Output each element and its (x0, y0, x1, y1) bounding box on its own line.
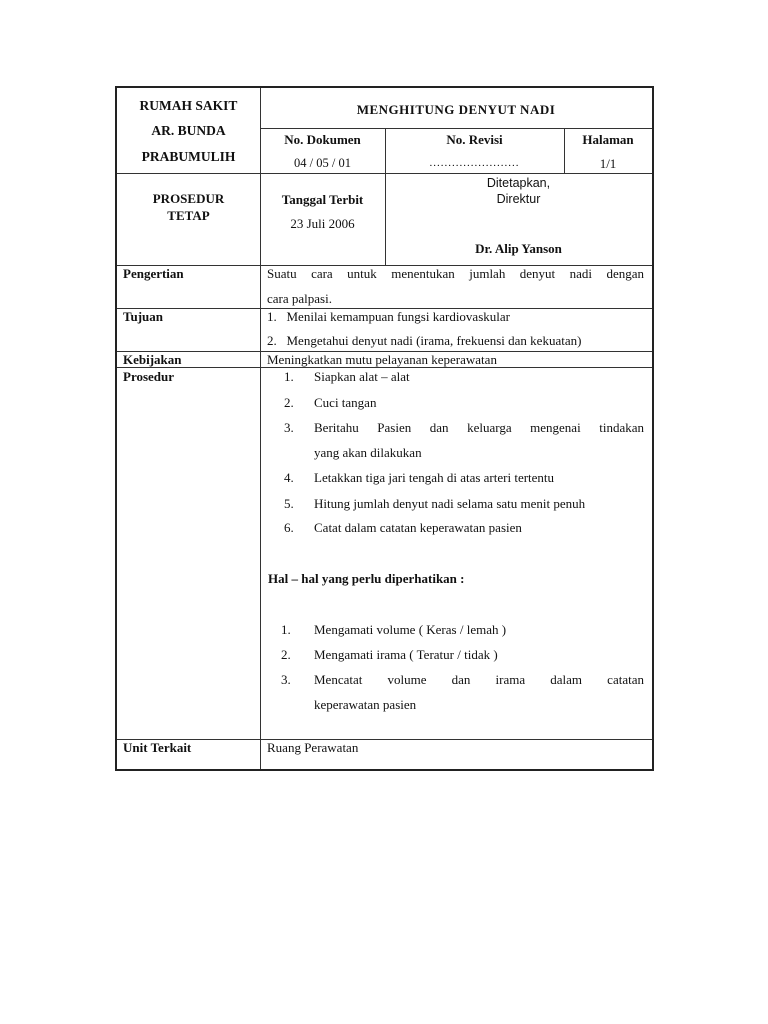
step-number: 2. (284, 395, 294, 410)
approval-text: Ditetapkan, (486, 176, 551, 190)
revision-label: No. Revisi (446, 132, 503, 147)
divider (117, 739, 652, 740)
step-number: 1. (284, 369, 294, 384)
step-text: Letakkan tiga jari tengah di atas arteri tertentu (314, 470, 555, 485)
divider (117, 173, 652, 174)
step-number: 6. (284, 520, 294, 535)
hospital-name-line: RUMAH SAKIT (139, 98, 238, 113)
step-text: Siapkan alat – alat (314, 369, 410, 384)
step-text: Hitung jumlah denyut nadi selama satu menit penuh (314, 496, 586, 511)
revision-value: ........................ (429, 157, 520, 169)
doc-number-value: 04 / 05 / 01 (294, 156, 351, 170)
divider (117, 367, 652, 368)
approver-name: Dr. Alip Yanson (475, 241, 562, 256)
step-text: yang akan dilakukan (314, 445, 422, 460)
row-label-prosedur: Prosedur (123, 369, 175, 384)
note-text: Mengamati irama ( Teratur / tidak ) (314, 647, 498, 662)
row-label-tujuan: Tujuan (123, 309, 163, 324)
document-title: MENGHITUNG DENYUT NADI (356, 102, 556, 117)
issue-date-label: Tanggal Terbit (281, 192, 364, 207)
step-number: 5. (284, 496, 294, 511)
tujuan-item: 1. Menilai kemampuan fungsi kardiovaskular (267, 309, 510, 324)
page-value: 1/1 (599, 156, 617, 171)
row-label-unit-terkait: Unit Terkait (123, 740, 192, 755)
pengertian-text: Suatu cara untuk menentukan jumlah denyut nadi dengan (267, 266, 644, 281)
row-label-kebijakan: Kebijakan (123, 352, 182, 367)
note-number: 3. (281, 672, 291, 687)
pengertian-text: cara palpasi. (267, 291, 332, 306)
step-number: 4. (284, 470, 294, 485)
step-number: 3. (284, 420, 294, 435)
note-text: keperawatan pasien (314, 697, 417, 712)
doc-number-label: No. Dokumen (284, 132, 361, 147)
tujuan-item: 2. Mengetahui denyut nadi (irama, frekuensi dan kekuatan) (267, 333, 582, 348)
approver-position: Direktur (496, 192, 541, 206)
unit-terkait-text: Ruang Perawatan (267, 740, 359, 755)
hospital-name-line: PRABUMULIH (141, 149, 236, 164)
divider (260, 88, 261, 769)
procedure-type-line: TETAP (167, 208, 210, 223)
step-text: Beritahu Pasien dan keluarga mengenai tindakan (314, 420, 644, 435)
note-number: 2. (281, 647, 291, 662)
row-label-pengertian: Pengertian (123, 266, 184, 281)
note-text: Mencatat volume dan irama dalam catatan (314, 672, 644, 687)
step-text: Cuci tangan (314, 395, 377, 410)
hospital-name-line: AR. BUNDA (151, 123, 226, 138)
step-text: Catat dalam catatan keperawatan pasien (314, 520, 522, 535)
notes-title: Hal – hal yang perlu diperhatikan : (268, 571, 465, 586)
note-text: Mengamati volume ( Keras / lemah ) (314, 622, 507, 637)
kebijakan-text: Meningkatkan mutu pelayanan keperawatan (267, 352, 497, 367)
note-number: 1. (281, 622, 291, 637)
divider (260, 128, 652, 129)
procedure-type-line: PROSEDUR (152, 191, 225, 206)
page-label: Halaman (582, 132, 634, 147)
issue-date-value: 23 Juli 2006 (290, 216, 355, 231)
